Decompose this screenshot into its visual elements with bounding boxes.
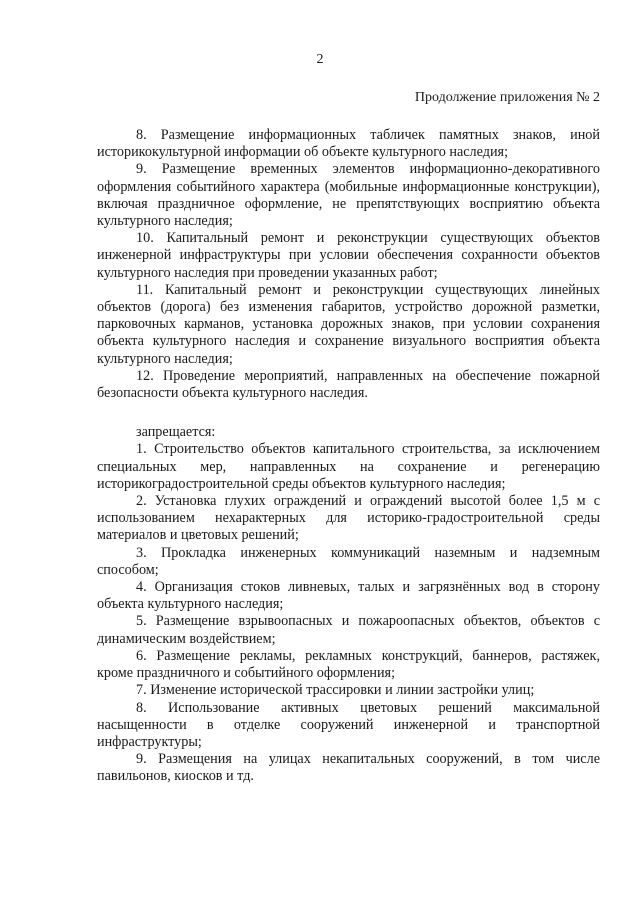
- prohibited-item-3: 3. Прокладка инженерных коммуникаций наземным и надземным способом;: [97, 544, 600, 578]
- allowed-item-9: 9. Размещение временных элементов информационно-декоративного оформления событийного характера (мобильные информационные конструкции), включая праздничное оформление, не препятствующих восприятию объекта культурного наследия;: [97, 161, 600, 230]
- allowed-item-12: 12. Проведение мероприятий, направленных на обеспечение пожарной безопасности объекта культурного наследия.: [97, 367, 600, 402]
- prohibited-item-7: 7. Изменение исторической трассировки и линии застройки улиц;: [136, 682, 535, 699]
- prohibited-item-2: 2. Установка глухих ограждений и ограждений высотой более 1,5 м с использованием нехарактерных для историко-градостроительной среды материалов и цветовых решений;: [97, 493, 600, 544]
- prohibited-item-5: 5. Размещение взрывоопасных и пожароопасных объектов, объектов с динамическим воздействием;: [97, 613, 600, 647]
- page-number: 2: [316, 52, 324, 67]
- allowed-item-11: 11. Капитальный ремонт и реконструкции существующих линейных объектов (дорога) без изменения габаритов, устройство дорожной разметки, парковочных карманов, установка дорожных знаков, при условии сохранения объекта культурного наследия и сохранение визуального восприятия объекта культурного наследия;: [97, 281, 600, 367]
- allowed-item-10: 10. Капитальный ремонт и реконструкции существующих объектов инженерной инфраструктуры при условии обеспечения сохранности объектов культурного наследия при проведении указанных работ;: [97, 230, 600, 281]
- prohibited-item-4: 4. Организация стоков ливневых, талых и загрязнённых вод в сторону объекта культурного наследия;: [97, 579, 600, 613]
- prohibited-item-6: 6. Размещение рекламы, рекламных конструкций, баннеров, растяжек, кроме праздничного и событийного оформления;: [97, 647, 600, 682]
- prohibited-item-9: 9. Размещения на улицах некапитальных сооружений, в том числе павильонов, киосков и тд.: [97, 751, 600, 785]
- prohibited-title: запрещается:: [136, 424, 216, 441]
- section-gap: [97, 402, 600, 424]
- appendix-label: Продолжение приложения № 2: [414, 90, 600, 105]
- allowed-item-8: 8. Размещение информационных табличек памятных знаков, иной историкокультурной информации об объекте культурного наследия;: [97, 127, 600, 161]
- prohibited-item-1: 1. Строительство объектов капитального строительства, за исключением специальных мер, направленных на сохранение и регенерацию историкоградостроительной среды объектов культурного наследия;: [97, 441, 600, 492]
- prohibited-item-8: 8. Использование активных цветовых решений максимальной насыщенности в отделке сооружений инженерной и транспортной инфраструктуры;: [97, 699, 600, 750]
- document-body: [97, 127, 600, 786]
